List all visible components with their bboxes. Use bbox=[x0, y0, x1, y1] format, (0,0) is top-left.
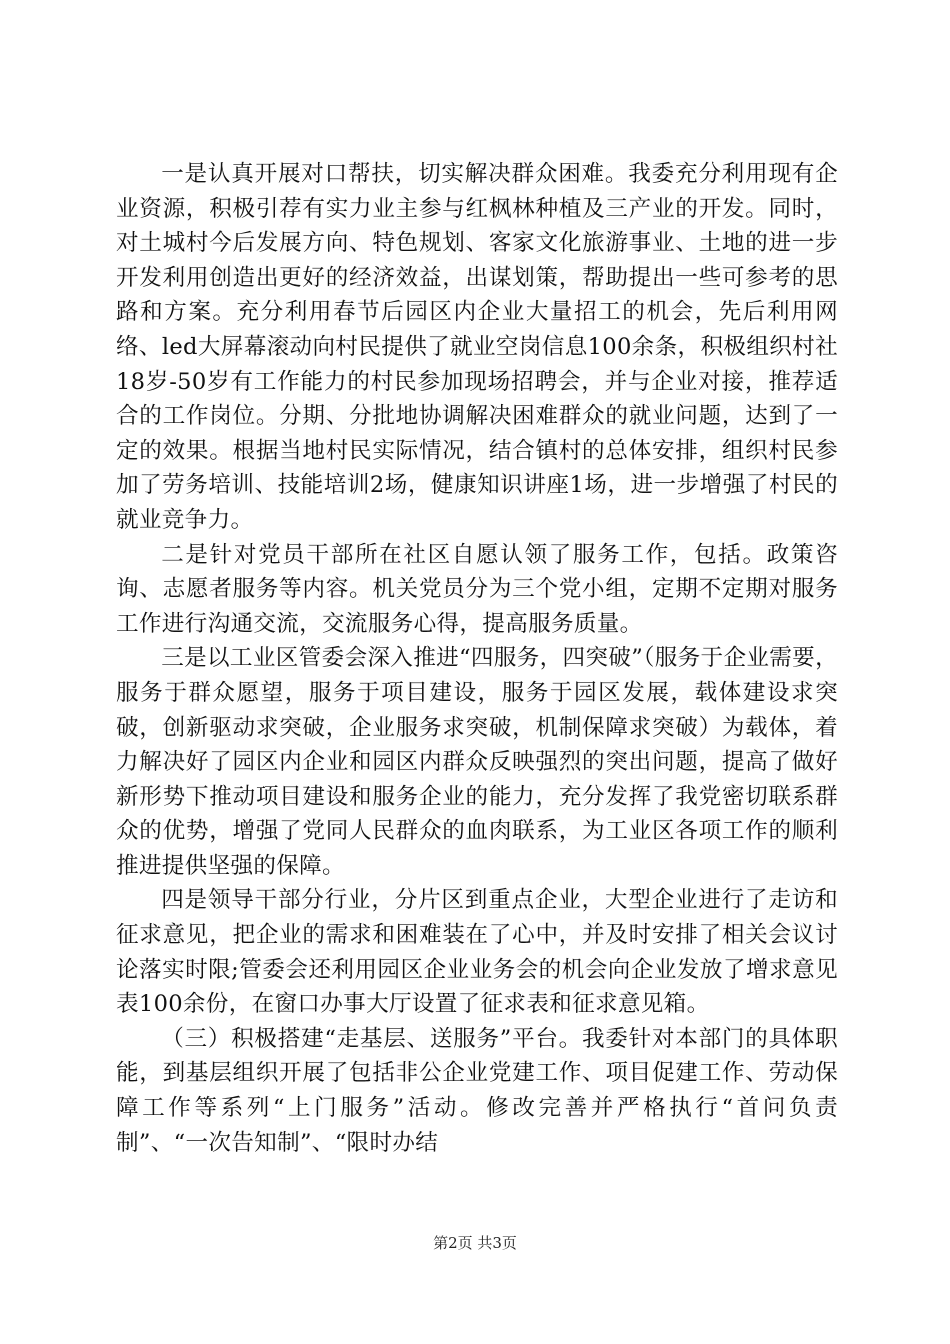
paragraph-3: 三是以工业区管委会深入推进“四服务，四突破”（服务于企业需要，服务于群众愿望，服务于项目建设，服务于园区发展，载体建设求突破，创新驱动求突破，企业服务求突破，机制保障求突破）为载体，着力解决好了园区内企业和园区内群众反映强烈的突出问题，提高了做好新形势下推动项目建设和服务企业的能力，充分发挥了我党密切联系群众的优势，增强了党同人民群众的血肉联系，为工业区各项工作的顺利推进提供坚强的保障。 bbox=[116, 645, 838, 879]
paragraph-5: （三）积极搭建“走基层、送服务”平台。我委针对本部门的具体职能，到基层组织开展了包括非公企业党建工作、项目促建工作、劳动保障工作等系列“上门服务”活动。修改完善并严格执行“首问负责制”、“一次告知制”、“限时办结 bbox=[116, 1025, 838, 1156]
paragraph-1: 一是认真开展对口帮扶，切实解决群众困难。我委充分利用现有企业资源，积极引荐有实力业主参与红枫林种植及三产业的开发。同时，对土城村今后发展方向、特色规划、客家文化旅游事业、土地的进一步开发利用创造出更好的经济效益，出谋划策，帮助提出一些可参考的思路和方案。充分利用春节后园区内企业大量招工的机会，先后利用网络、led大屏幕滚动向村民提供了就业空岗信息100余条，积极组织村社18岁-50岁有工作能力的村民参加现场招聘会，并与企业对接，推荐适合的工作岗位。分期、分批地协调解决困难群众的就业问题，达到了一定的效果。根据当地村民实际情况，结合镇村的总体安排，组织村民参加了劳务培训、技能培训2场，健康知识讲座1场，进一步增强了村民的就业竞争力。 bbox=[116, 161, 838, 533]
paragraph-4: 四是领导干部分行业，分片区到重点企业，大型企业进行了走访和征求意见，把企业的需求和困难装在了心中，并及时安排了相关会议讨论落实时限;管委会还利用园区企业业务会的机会向企业发放了增求意见表100余份，在窗口办事大厅设置了征求表和征求意见箱。 bbox=[116, 887, 838, 1018]
page-footer: 第2页 共3页 bbox=[433, 1234, 517, 1252]
paragraph-2: 二是针对党员干部所在社区自愿认领了服务工作，包括。政策咨询、志愿者服务等内容。机关党员分为三个党小组，定期不定期对服务工作进行沟通交流，交流服务心得，提高服务质量。 bbox=[116, 541, 838, 637]
document-body bbox=[116, 157, 838, 1160]
